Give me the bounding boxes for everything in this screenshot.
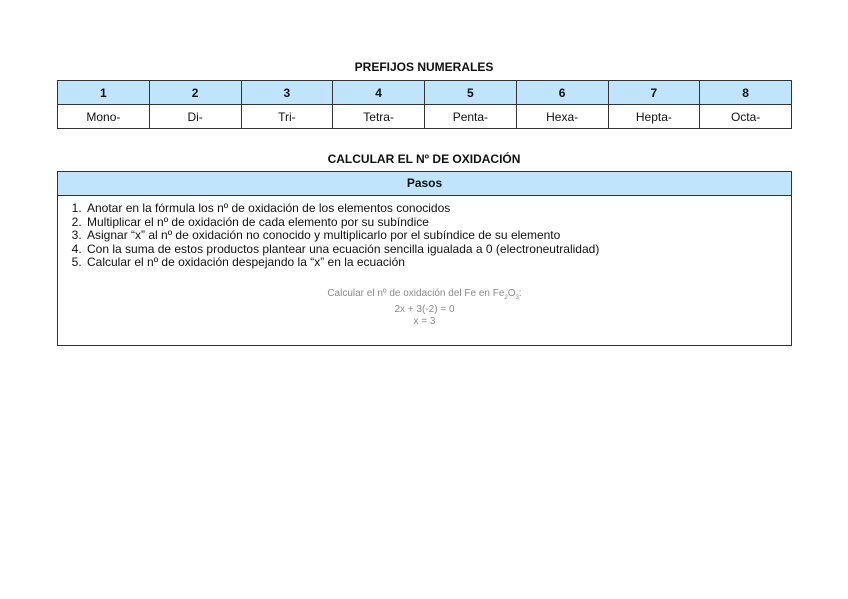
step-item: 3. Asignar “x” al nº de oxidación no conocido y multiplicarlo por el subíndice de su elemento: [85, 229, 791, 243]
example-o: O: [507, 287, 516, 299]
prefijo-number: 5: [425, 81, 517, 105]
prefijos-title: PREFIJOS NUMERALES: [354, 60, 494, 74]
example-colon: :: [518, 287, 522, 299]
prefijo-number: 6: [516, 81, 608, 105]
prefijo-number: 8: [700, 81, 792, 105]
prefijos-header-row: [58, 81, 792, 105]
prefijo-value: Octa-: [700, 105, 792, 129]
prefijo-value: Tetra-: [333, 105, 425, 129]
prefijo-value: Tri-: [241, 105, 333, 129]
prefijo-value: Hepta-: [608, 105, 700, 129]
prefijo-number: 7: [608, 81, 700, 105]
example-sub-fe: 2: [504, 294, 508, 301]
example-line-1: [58, 288, 791, 304]
pasos-header: Pasos: [58, 172, 791, 196]
steps-list: [58, 202, 791, 270]
step-item: 5. Calcular el nº de oxidación despejando la “x” en la ecuación: [85, 256, 791, 270]
example-sub-o: 3: [515, 294, 519, 301]
prefijo-value: Di-: [149, 105, 241, 129]
oxidacion-title: CALCULAR EL Nº DE OXIDACIÓN: [327, 152, 521, 166]
step-item: 2. Multiplicar el nº de oxidación de cada elemento por su subíndice: [85, 216, 791, 230]
prefijo-value: Penta-: [425, 105, 517, 129]
step-item: 4. Con la suma de estos productos plantear una ecuación sencilla igualada a 0 (electroneutralidad): [85, 243, 791, 257]
example-line-3: x = 3: [413, 315, 436, 327]
prefijo-value: Hexa-: [516, 105, 608, 129]
prefijo-number: 4: [333, 81, 425, 105]
step-item: 1. Anotar en la fórmula los nº de oxidación de los elementos conocidos: [85, 202, 791, 216]
prefijos-value-row: [58, 105, 792, 129]
pasos-box: [57, 171, 792, 346]
example-line-2: 2x + 3(-2) = 0: [394, 303, 455, 315]
prefijo-value: Mono-: [58, 105, 150, 129]
prefijo-number: 2: [149, 81, 241, 105]
example-intro: Calcular el nº de oxidación del Fe en Fe: [327, 287, 505, 299]
prefijos-table: [57, 80, 792, 129]
example-block: [58, 288, 791, 328]
prefijo-number: 3: [241, 81, 333, 105]
prefijo-number: 1: [58, 81, 150, 105]
